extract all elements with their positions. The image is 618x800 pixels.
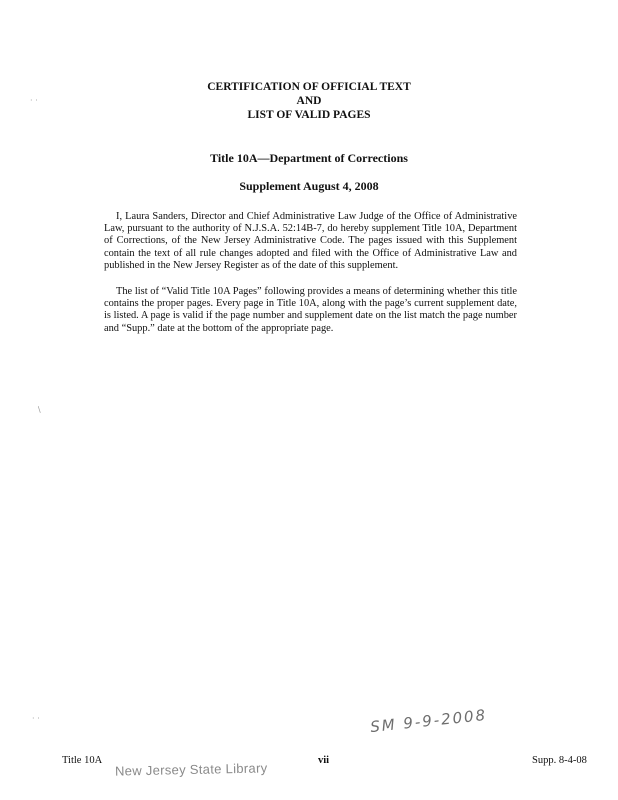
scan-speck: · ·	[32, 714, 40, 723]
supplement-date-heading: Supplement August 4, 2008	[239, 179, 379, 193]
certification-paragraph: I, Laura Sanders, Director and Chief Administrative Law Judge of the Office of Administrative Law, pursuant to the authority of N.J.S.A. 52:14B-7, do hereby supplement Title 10A, Department of Corrections, of the New Jersey Administrative Code. The pages issued with this Supplement contain the text of all rule changes adopted and filed with the Office of Administrative Law and published in the New Jersey Register as of the date of this supplement.	[104, 211, 517, 271]
supplement-date: Supp. 8-4-08	[532, 755, 587, 766]
valid-pages-paragraph: The list of “Valid Title 10A Pages” following provides a means of determining whether this title contains the proper pages. Every page in Title 10A, along with the page’s current supplement date, is listed. A page is valid if the page number and supplement date on the list match the page number and “Supp.” date at the bottom of the appropriate page.	[104, 286, 517, 334]
page-number: vii	[318, 755, 330, 766]
valid-pages-heading: LIST OF VALID PAGES	[247, 109, 371, 121]
certification-heading: CERTIFICATION OF OFFICIAL TEXT	[207, 81, 411, 93]
footer-title: Title 10A	[62, 755, 103, 766]
scan-speck: /	[35, 405, 44, 414]
library-stamp: New Jersey State Library	[114, 760, 268, 779]
scan-speck: · ·	[30, 96, 38, 105]
handwritten-date-stamp: SM 9-9-2008	[369, 705, 488, 737]
title-heading: Title 10A—Department of Corrections	[210, 151, 408, 165]
heading-and: AND	[296, 95, 322, 107]
